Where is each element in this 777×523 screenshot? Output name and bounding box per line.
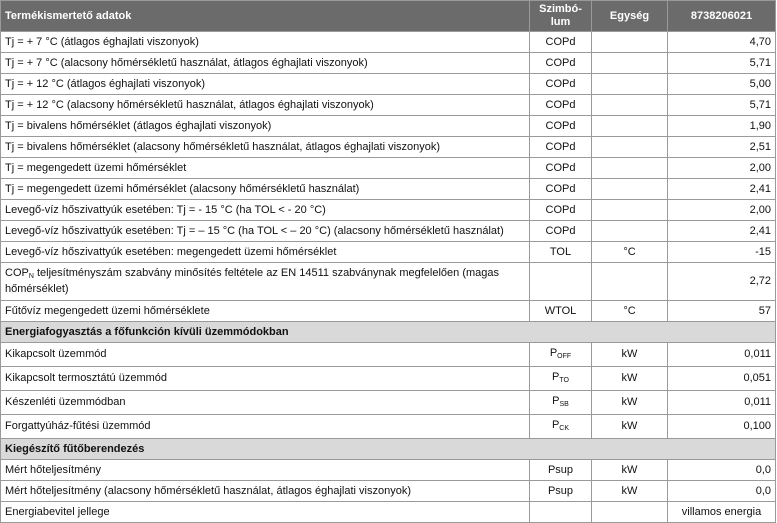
row-unit [592,32,668,53]
row-unit [592,158,668,179]
row-unit [592,95,668,116]
row-value: 4,70 [668,32,776,53]
row-symbol [530,415,592,439]
table-row [1,32,776,53]
row-unit: °C [592,301,668,322]
row-unit [592,137,668,158]
row-label: Tj = + 12 °C (átlagos éghajlati viszonyok) [1,74,530,95]
table-row [1,502,776,523]
section-header [1,322,776,343]
row-unit [592,116,668,137]
symbol-base: P [551,418,560,431]
row-value: -15 [668,242,776,263]
row-value: 0,051 [668,367,776,391]
row-value: 2,41 [668,179,776,200]
row-value: 5,00 [668,74,776,95]
row-value: 2,41 [668,221,776,242]
table-row [1,95,776,116]
row-symbol [530,263,592,301]
row-symbol: Psup [530,460,592,481]
row-symbol [530,343,592,367]
section-title: Energiafogyasztás a főfunkción kívüli üzemmódokban [1,322,776,343]
row-label: Tj = bivalens hőmérséklet (alacsony hőmérsékletű használat, átlagos éghajlati viszonyok) [1,137,530,158]
row-symbol: COPd [530,74,592,95]
row-label: Kikapcsolt termosztátú üzemmód [1,367,530,391]
row-value: 2,51 [668,137,776,158]
row-unit [592,179,668,200]
row-value: 2,72 [668,263,776,301]
row-symbol: COPd [530,179,592,200]
table-row [1,158,776,179]
table-row [1,116,776,137]
row-value: 0,011 [668,391,776,415]
table-row [1,74,776,95]
row-label: Levegő-víz hőszivattyúk esetében: megengedett üzemi hőmérséklet [1,242,530,263]
row-symbol: TOL [530,242,592,263]
row-symbol [530,367,592,391]
table-row [1,242,776,263]
row-label: Tj = + 12 °C (alacsony hőmérsékletű használat, átlagos éghajlati viszonyok) [1,95,530,116]
table-row [1,460,776,481]
symbol-base: P [552,370,560,383]
row-label: Tj = + 7 °C (átlagos éghajlati viszonyok) [1,32,530,53]
table-row [1,137,776,158]
row-symbol: COPd [530,95,592,116]
row-label: Készenléti üzemmódban [1,391,530,415]
section-title: Kiegészítő fűtőberendezés [1,439,776,460]
table-row [1,343,776,367]
row-symbol [530,391,592,415]
section-header [1,439,776,460]
row-unit: kW [592,415,668,439]
table-row [1,200,776,221]
row-label: Mért hőteljesítmény [1,460,530,481]
header-model: 8738206021 [668,1,776,32]
row-symbol: COPd [530,137,592,158]
row-unit [592,502,668,523]
row-unit [592,221,668,242]
row-unit: kW [592,343,668,367]
header-symbol: Szimbó-lum [530,1,592,32]
row-label: Tj = bivalens hőmérséklet (átlagos éghajlati viszonyok) [1,116,530,137]
row-value: 57 [668,301,776,322]
symbol-subscript: SB [559,400,569,408]
row-symbol: COPd [530,221,592,242]
symbol-base: P [552,394,560,407]
row-symbol: COPd [530,53,592,74]
row-unit: kW [592,367,668,391]
row-symbol: Psup [530,481,592,502]
row-unit: kW [592,481,668,502]
row-value: 0,0 [668,460,776,481]
header-label: Termékismertető adatok [1,1,530,32]
row-unit: °C [592,242,668,263]
row-unit [592,74,668,95]
table-row [1,391,776,415]
row-unit [592,200,668,221]
cop-subscript: N [28,273,34,280]
row-value: 0,011 [668,343,776,367]
row-value: villamos energia [668,502,776,523]
header-unit: Egység [592,1,668,32]
table-row [1,481,776,502]
row-symbol [530,502,592,523]
row-value: 1,90 [668,116,776,137]
row-value: 5,71 [668,53,776,74]
row-label: Kikapcsolt üzemmód [1,343,530,367]
table-row [1,53,776,74]
symbol-subscript: OFF [557,352,572,360]
row-symbol: COPd [530,116,592,137]
row-label: Energiabevitel jellege [1,502,530,523]
row-value: 2,00 [668,158,776,179]
symbol-subscript: CK [559,424,570,432]
table-header [1,1,776,32]
table-row [1,367,776,391]
row-unit: kW [592,391,668,415]
symbol-subscript: TO [559,376,569,384]
row-value: 0,0 [668,481,776,502]
row-value: 2,00 [668,200,776,221]
row-label: Mért hőteljesítmény (alacsony hőmérsékletű használat, átlagos éghajlati viszonyok) [1,481,530,502]
row-label-cop [1,263,530,301]
table-row [1,301,776,322]
table-row [1,221,776,242]
table-row [1,415,776,439]
row-symbol: COPd [530,158,592,179]
row-label: Fűtővíz megengedett üzemi hőmérséklete [1,301,530,322]
row-symbol: WTOL [530,301,592,322]
cop-base: COP [5,267,29,279]
row-label: Levegő-víz hőszivattyúk esetében: Tj = – 15 °C (ha TOL < – 20 °C) (alacsony hőmérsékletű használat) [1,221,530,242]
row-value: 0,100 [668,415,776,439]
row-label: Tj = megengedett üzemi hőmérséklet [1,158,530,179]
row-symbol: COPd [530,200,592,221]
symbol-base: P [549,346,558,359]
row-value: 5,71 [668,95,776,116]
row-unit [592,53,668,74]
row-symbol: COPd [530,32,592,53]
cop-rest: teljesítményszám szabvány minősítés feltétele az EN 14511 szabványnak megfelelően (magas hőmérséklet) [5,267,499,295]
table-row-cop [1,263,776,301]
row-label: Forgattyúház-fűtési üzemmód [1,415,530,439]
row-unit [592,263,668,301]
row-label: Tj = + 7 °C (alacsony hőmérsékletű használat, átlagos éghajlati viszonyok) [1,53,530,74]
table-row [1,179,776,200]
row-label: Levegő-víz hőszivattyúk esetében: Tj = - 15 °C (ha TOL < - 20 °C) [1,200,530,221]
row-unit: kW [592,460,668,481]
row-label: Tj = megengedett üzemi hőmérséklet (alacsony hőmérsékletű használat) [1,179,530,200]
